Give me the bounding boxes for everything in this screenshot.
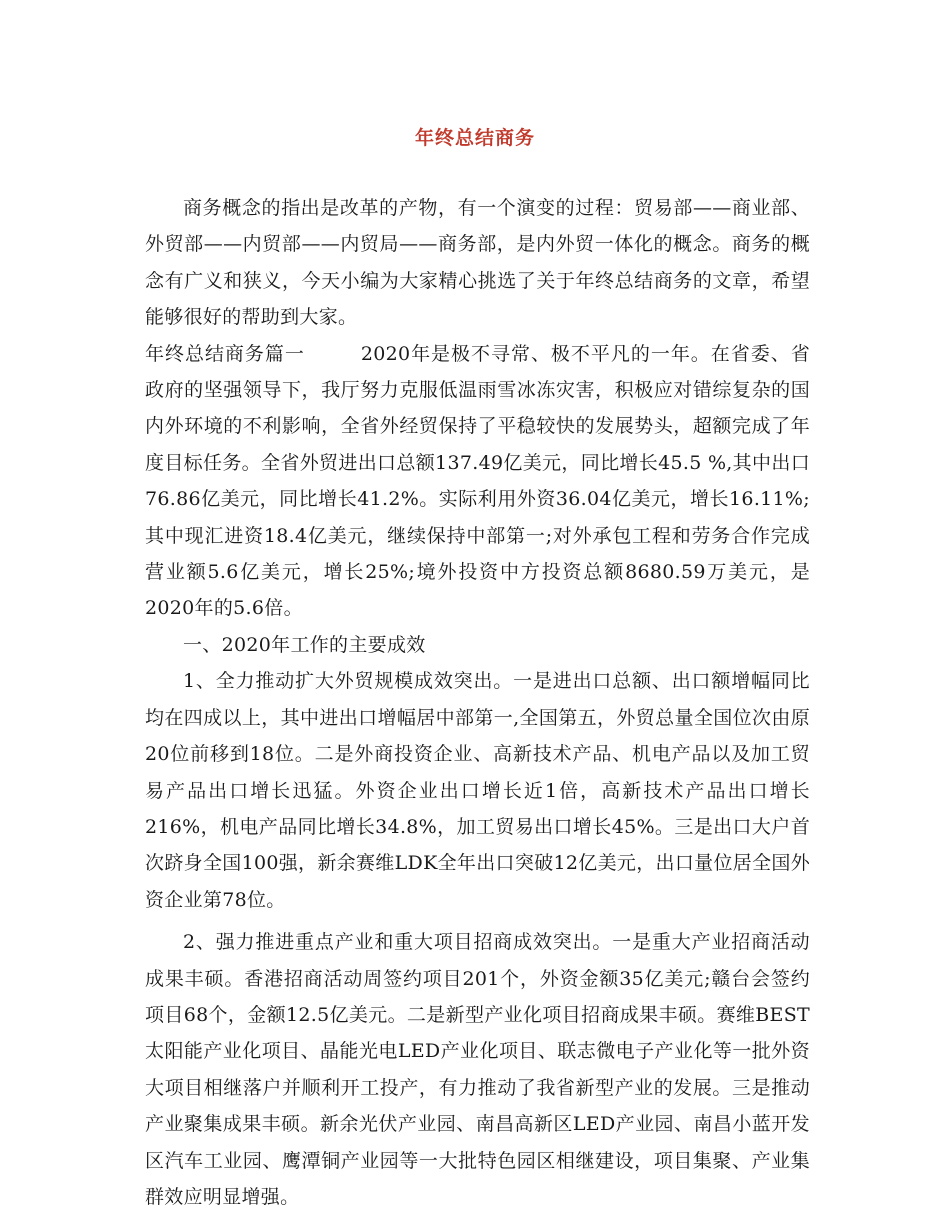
document-body: [145, 190, 810, 1215]
section-paragraph: [145, 336, 810, 627]
item-paragraph-2: 2、强力推进重点产业和重大项目招商成效突出。一是重大产业招商活动成果丰硕。香港招商活动周签约项目201个，外资金额35亿美元;赣台会签约项目68个，金额12.5亿美元。二是新型产业化项目招商成果丰硕。赛维BEST太阳能产业化项目、晶能光电LED产业化项目、联志微电子产业化等一批外资大项目相继落户并顺利开工投产，有力推动了我省新型产业的发展。三是推动产业聚集成果丰硕。新余光伏产业园、南昌高新区LED产业园、南昌小蓝开发区汽车工业园、鹰潭铜产业园等一大批特色园区相继建设，项目集聚、产业集群效应明显增强。: [145, 931, 810, 1208]
section-body: 2020年是极不寻常、极不平凡的一年。在省委、省政府的坚强领导下，我厅努力克服低温雨雪冰冻灾害，积极应对错综复杂的国内外环境的不利影响，全省外经贸保持了平稳较快的发展势头，超额完成了年度目标任务。全省外贸进出口总额137.49亿美元，同比增长45.5 %,其中出口76.86亿美元，同比增长41.2%。实际利用外资36.04亿美元，增长16.11%;其中现汇进资18.4亿美元，继续保持中部第一;对外承包工程和劳务合作完成营业额5.6亿美元，增长25%;境外投资中方投资总额8680.59万美元，是2020年的5.6倍。: [145, 342, 810, 620]
subheading-achievements: 一、2020年工作的主要成效: [183, 633, 426, 656]
document-title: 年终总结商务: [414, 127, 535, 149]
item-paragraph-1: 1、全力推动扩大外贸规模成效突出。一是进出口总额、出口额增幅同比均在四成以上，其中进出口增幅居中部第一,全国第五，外贸总量全国位次由原20位前移到18位。二是外商投资企业、高新技术产品、机电产品以及加工贸易产品出口增长迅猛。外资企业出口增长近1倍，高新技术产品出口增长216%，机电产品同比增长34.8%，加工贸易出口增长45%。三是出口大户首次跻身全国100强，新余赛维LDK全年出口突破12亿美元，出口量位居全国外资企业第78位。: [145, 670, 810, 911]
intro-paragraph: 商务概念的指出是改革的产物，有一个演变的过程：贸易部——商业部、外贸部——内贸部——内贸局——商务部，是内外贸一体化的概念。商务的概念有广义和狭义，今天小编为大家精心挑选了关于年终总结商务的文章，希望能够很好的帮助到大家。: [145, 197, 810, 329]
section-heading: 年终总结商务篇一: [145, 342, 305, 365]
